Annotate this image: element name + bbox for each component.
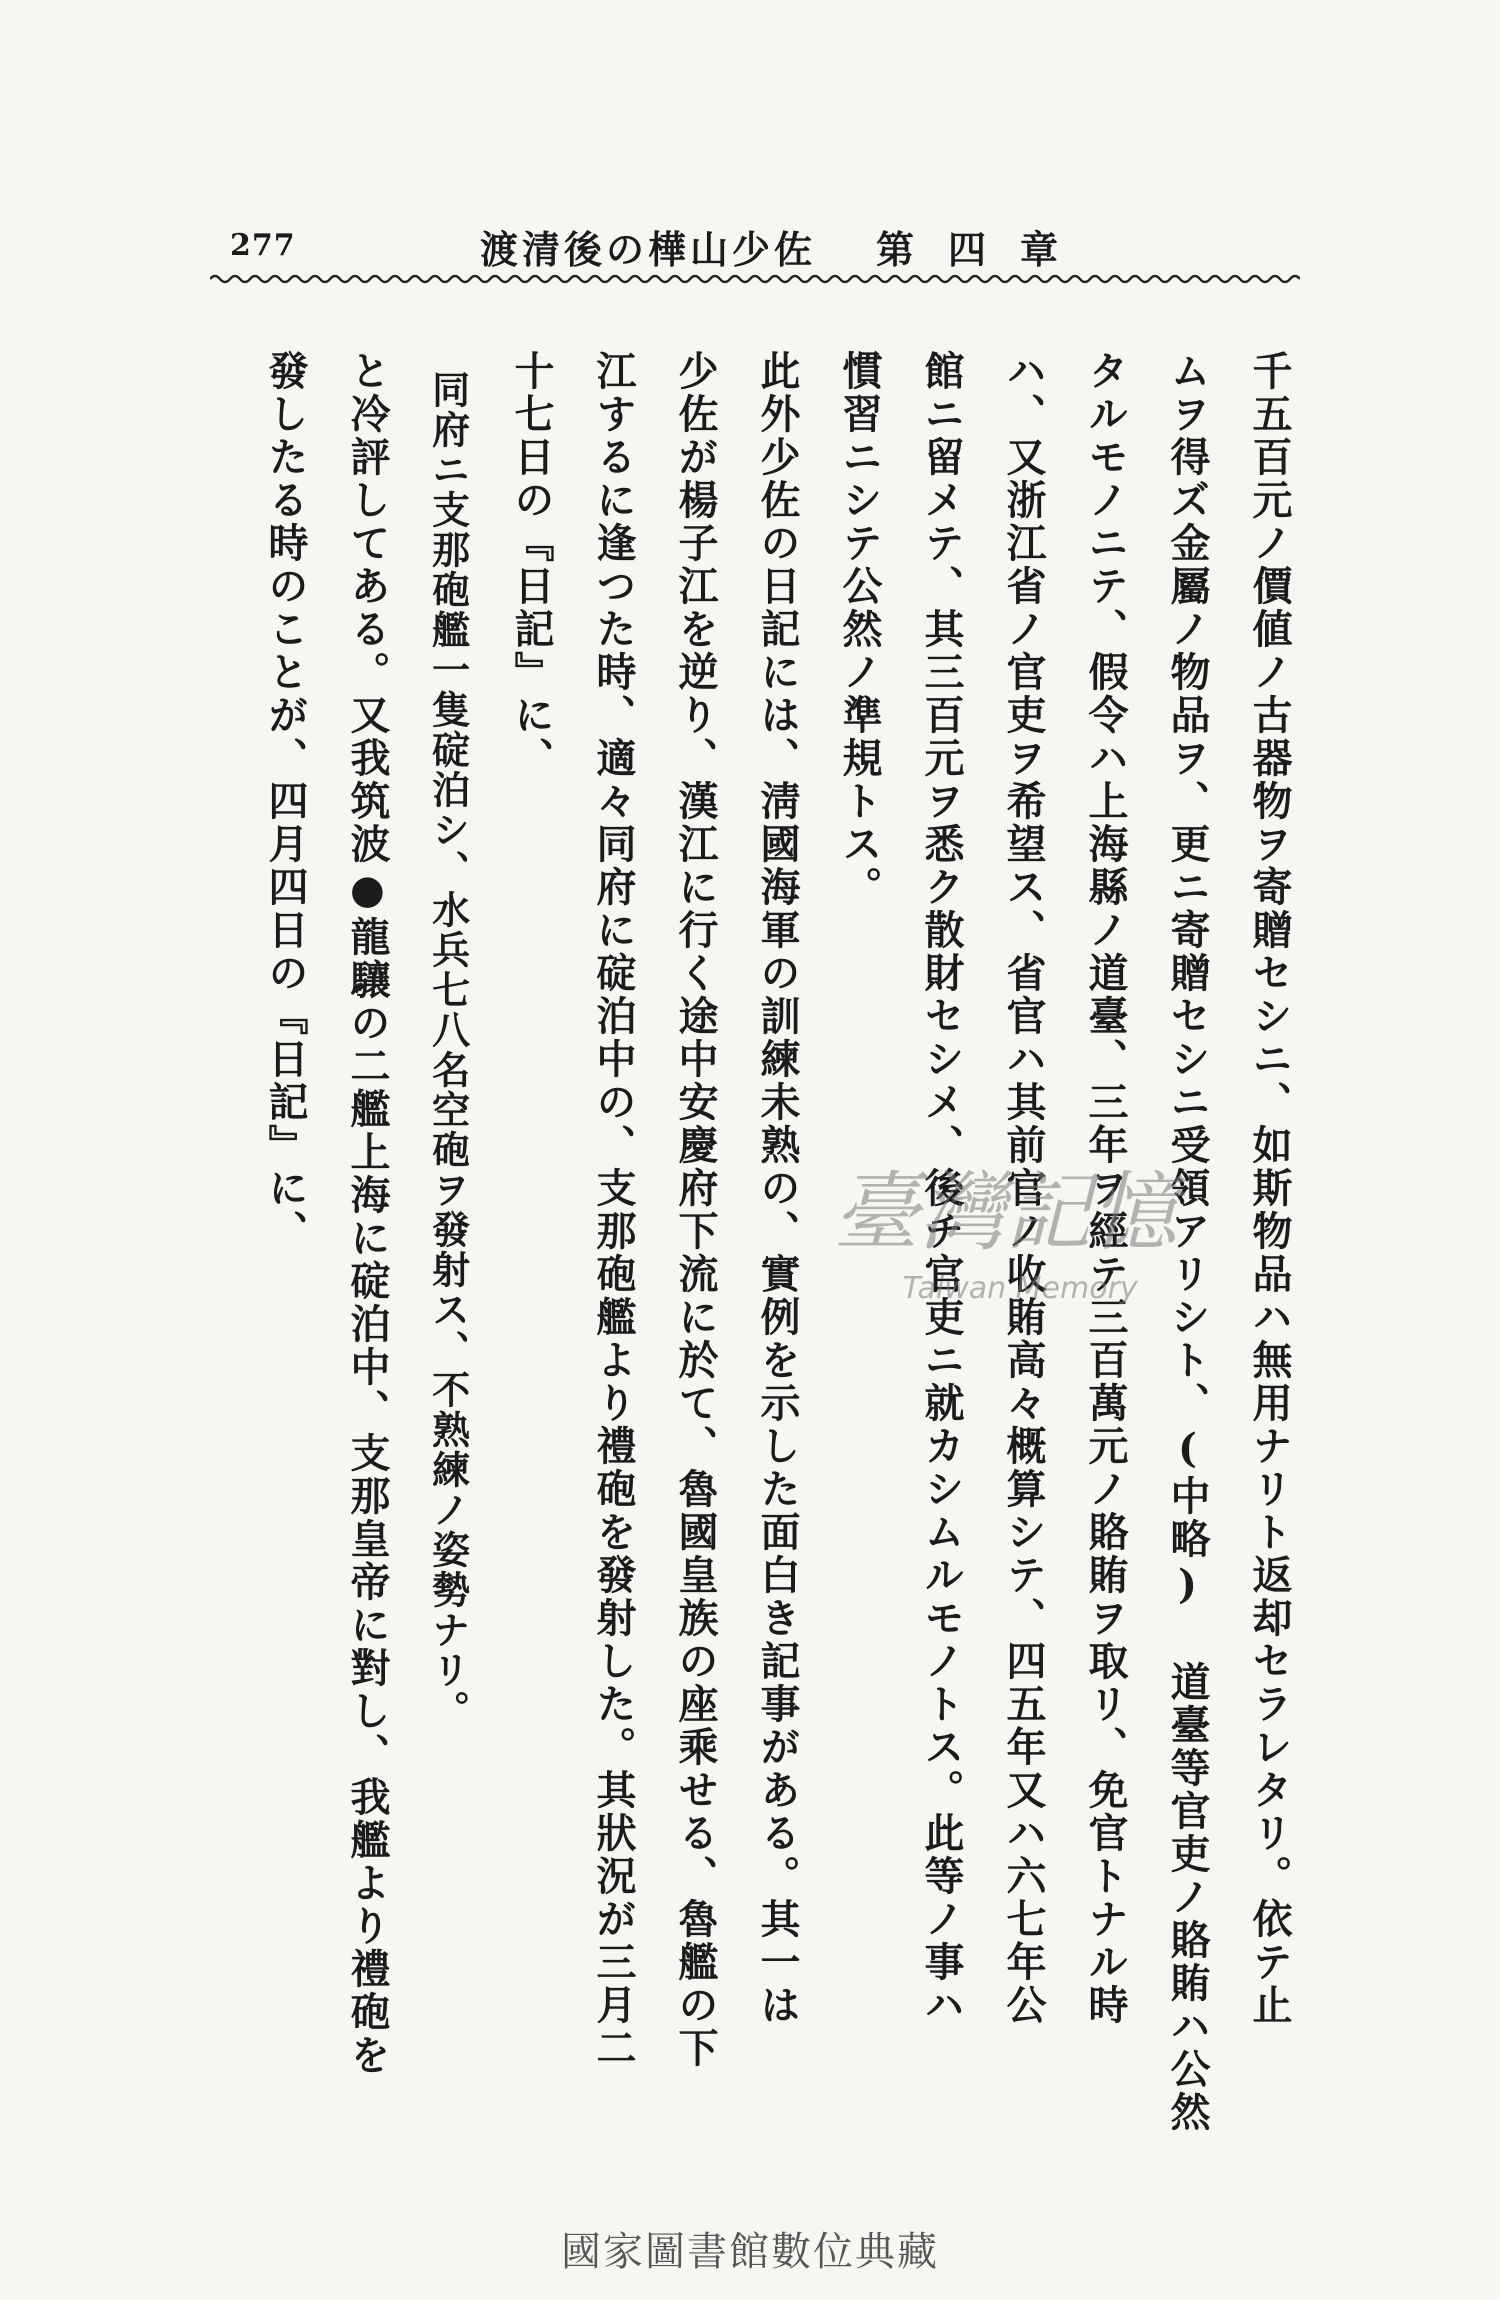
text-column-5: 館ニ留メテ、其三百元ヲ悉ク散財セシメ、後チ官吏ニ就カシムルモノトス。此等ノ事ハ <box>918 350 965 2027</box>
text-column-9: 江するに逢つた時、適々同府に碇泊中の、支那砲艦より禮砲を發射した。其狀況が三月二 <box>590 350 637 2070</box>
text-column-13: 發したる時のことが、四月四日の『日記』に、 <box>262 350 309 1253</box>
page-number: 277 <box>230 228 296 263</box>
text-column-10: 十七日の『日記』に、 <box>508 350 555 780</box>
text-column-12: と冷評してある。又我筑波●龍驤の二艦上海に碇泊中、支那皇帝に對し、我艦より禮砲を <box>344 350 391 2077</box>
text-column-6: 慣習ニシテ公然ノ準規トス。 <box>836 350 883 909</box>
watermark-chinese-text: 臺灣記憶 <box>833 1163 1177 1263</box>
text-column-7: 此外少佐の日記には、淸國海軍の訓練未熟の、實例を示した面白き記事がある。其一は <box>754 350 801 2027</box>
text-column-4: ハ、又浙江省ノ官吏ヲ希望ス、省官ハ其前官ノ收賄高々概算シテ、四五年又ハ六七年公 <box>1000 350 1047 2027</box>
text-column-1: 千五百元ノ價値ノ古器物ヲ寄贈セシニ、如斯物品ハ無用ナリト返却セラレタリ。依テ止 <box>1246 350 1293 2027</box>
text-column-2: ムヲ得ズ金屬ノ物品ヲ、更ニ寄贈セシニ受領アリシト、(中略) 道臺等官吏ノ賂賄ハ公然 <box>1164 350 1211 2134</box>
quoted-diary-entry: 同府ニ支那砲艦一隻碇泊シ、水兵七八名空砲ヲ發射ス、不熟練ノ姿勢ナリ。 <box>425 370 471 1730</box>
text-column-8: 少佐が楊子江を逆り、漢江に行く途中安慶府下流に於て、魯國皇族の座乘せる、魯艦の下 <box>672 350 719 2070</box>
text-column-3: タルモノニテ、假令ハ上海縣ノ道臺、三年ヲ經テ三百萬元ノ賂賄ヲ取リ、免官トナル時 <box>1082 350 1129 2027</box>
watermark-english-text: Taiwan Memory <box>902 1271 1138 1306</box>
chapter-number: 第四章 <box>876 226 1093 272</box>
taiwan-memory-watermark-logo <box>770 1150 1240 1310</box>
chapter-label: 渡清後の樺山少佐 <box>480 226 817 272</box>
wavy-header-rule <box>210 272 1300 286</box>
running-head <box>480 222 1093 272</box>
footer-credit: 國家圖書館數位典藏 <box>561 2229 939 2275</box>
